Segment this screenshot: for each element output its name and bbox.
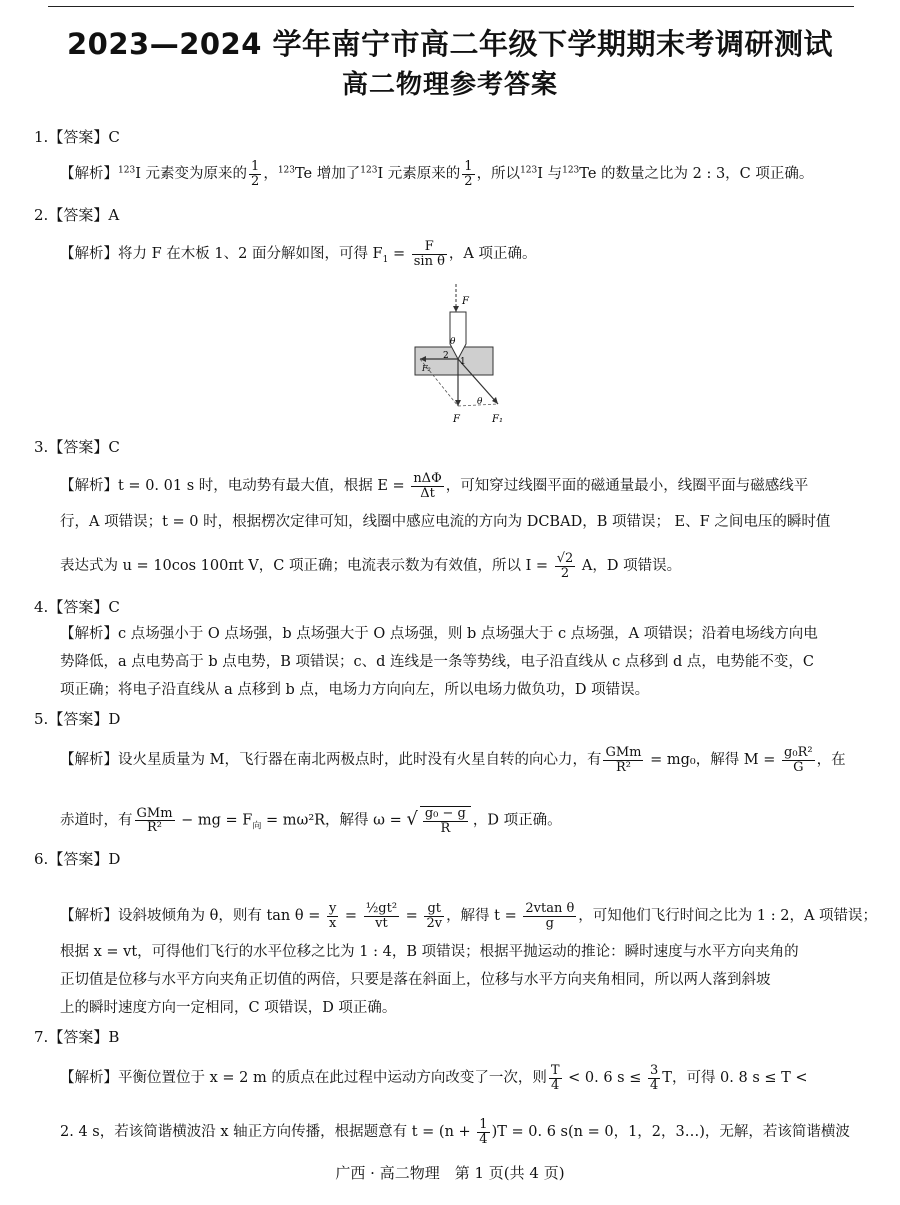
svg-text:2: 2	[443, 351, 449, 361]
force-decomposition-diagram	[410, 282, 510, 427]
q7-analysis-line-1: 【解析】平衡位置位于 x = 2 m 的质点在此过程中运动方向改变了一次，则 $\frac{T}{4}$ < 0. 6 s ≤ $\frac{3}{4}$ T，可得 0. 8 s ≤ T <	[60, 1063, 808, 1093]
fraction: $\frac{y}{x}$	[328, 901, 337, 931]
analysis-label: 【解析】	[60, 166, 118, 183]
fraction: $\frac{1}{2}$	[251, 159, 260, 189]
fraction: $\frac{1}{4}$	[479, 1117, 488, 1147]
q3-analysis-line-3: 表达式为 u = 10cos 100πt V，C 项正确；电流表示数为有效值，所以 I = $\frac{√2}{2}$ A，D 项错误。	[60, 551, 682, 581]
fraction: $\frac{√2}{2}$	[556, 551, 574, 581]
q6-analysis-line-3: 正切值是位移与水平方向夹角正切值的两倍，只要是落在斜面上，位移与水平方向夹角相同，所以两人落到斜坡	[60, 972, 771, 988]
fraction: $\frac{1}{2}$	[464, 159, 473, 189]
fraction: $\frac{\text{g₀R²}}{G}$	[784, 745, 813, 775]
fraction: $\frac{\text{GMm}}{\text{R²}}$	[136, 805, 173, 836]
question-1-header	[34, 126, 120, 147]
svg-text:1: 1	[460, 357, 466, 367]
q4-analysis-line-1: 【解析】c 点场强小于 O 点场强，b 点场强大于 O 点场强，则 b 点场强大于 c 点场强，A 项错误；沿着电场线方向电	[60, 626, 818, 642]
question-3-header: 3.【答案】C	[34, 438, 120, 456]
label-F-top: F	[462, 296, 469, 307]
q4-analysis-line-3: 项正确；将电子沿直线从 a 点移到 b 点，电场力方向向左，所以电场力做负功，D 项错误。	[60, 682, 650, 698]
fraction: $\frac{F}{\text{sin θ}}$	[413, 239, 445, 269]
question-4-header: 4.【答案】C	[34, 598, 120, 616]
q3-analysis-line-2: 行，A 项错误；t = 0 时，根据楞次定律可知，线圈中感应电流的方向为 DCBAD，B 项错误； E、F 之间电压的瞬时值	[60, 514, 831, 530]
fraction: $\frac{T}{4}$	[550, 1063, 560, 1093]
sqrt-fraction: $\frac{\text{g₀ − g}}{R}$	[420, 806, 471, 835]
question-2-header: 2.【答案】A	[34, 206, 120, 224]
svg-text:θ: θ	[450, 337, 456, 347]
q2-analysis: 【解析】将力 F 在木板 1、2 面分解如图，可得 $F_1$ = $\frac{F}{\text{sin θ}}$ ，A 项正确。	[60, 239, 537, 269]
q1-analysis: 【解析】$^{123}$I 元素变为原来的 $\frac{1}{2}$ ，$^{123}$Te 增加了$^{123}$I 元素原来的 $\frac{1}{2}$ ，所以$^{123}$I 与$^{123}$Te 的数量之比为 2 : 3，C 项正确。	[60, 159, 814, 189]
fraction: $\frac{3}{4}$	[650, 1063, 659, 1093]
fraction: $\frac{\text{nΔΦ}}{\Delta t}$	[413, 471, 442, 501]
answer-label: 【答案】C	[48, 128, 120, 146]
page-footer: 广西 · 高二物理 第 1 页(共 4 页)	[335, 1164, 565, 1182]
svg-text:θ: θ	[477, 397, 483, 407]
q5-analysis-line-2: 赤道时，有 $\frac{\text{GMm}}{\text{R²}}$ − mg = $F_向 = m\omega^2R$，解得 ω = √ $\frac{\text{g₀ − g}}{R}$ ，D 项正确。	[60, 805, 562, 836]
question-6-header: 6.【答案】D	[34, 850, 121, 868]
svg-text:F₂: F₂	[422, 364, 431, 373]
label-F1: F₁	[492, 414, 503, 425]
q4-analysis-line-2: 势降低，a 点电势高于 b 点电势，B 项错误；c、d 连线是一条等势线，电子沿直线从 c 点移到 d 点，电势能不变，C	[60, 654, 814, 670]
label-F-bottom: F	[453, 414, 460, 425]
fraction: $\frac{\text{GMm}}{\text{R²}}$	[605, 745, 642, 775]
question-number: 1.	[34, 128, 49, 146]
fraction: $\frac{gt}{2v}$	[426, 901, 443, 931]
fraction: $\frac{\text{½gt²}}{vt}$	[365, 901, 398, 931]
q7-analysis-line-2: 2. 4 s，若该简谐横波沿 x 轴正方向传播，根据题意有 t = (n + $\frac{1}{4}$ )T = 0. 6 s(n = 0，1，2，3…)，无解，若该简谐横波	[60, 1117, 850, 1147]
q5-analysis-line-1: 【解析】设火星质量为 M，飞行器在南北两极点时，此时没有火星自转的向心力，有 $\frac{\text{GMm}}{\text{R²}}$ = mg₀，解得 M = $\frac{\text{g₀R²}}{G}$ ，在	[60, 745, 846, 775]
question-5-header: 5.【答案】D	[34, 710, 121, 728]
top-rule	[48, 6, 854, 7]
q6-analysis-line-4: 上的瞬时速度方向一定相同，C 项错误，D 项正确。	[60, 1000, 397, 1016]
page-subtitle: 高二物理参考答案	[341, 70, 558, 100]
fraction: $\frac{\text{2vtan θ}}{g}$	[525, 901, 575, 931]
question-7-header: 7.【答案】B	[34, 1028, 120, 1046]
page-title: 2023—2024 学年南宁市高二年级下学期期末考调研测试	[66, 27, 834, 61]
q6-analysis-line-2: 根据 x = vt，可得他们飞行的水平位移之比为 1 : 4，B 项错误；根据平抛运动的推论：瞬时速度与水平方向夹角的	[60, 944, 799, 960]
q3-analysis-line-1: 【解析】t = 0. 01 s 时，电动势有最大值，根据 E = $\frac{\text{nΔΦ}}{\Delta t}$ ，可知穿过线圈平面的磁通量最小，线圈平面与磁感线平	[60, 471, 809, 501]
q6-analysis-line-1: 【解析】设斜坡倾角为 θ，则有 tan θ = $\frac{y}{x}$ = $\frac{\text{½gt²}}{vt}$ = $\frac{gt}{2v}$ ，解得 t = $\frac{\text{2vtan θ}}{g}$ ，可知他们飞行时间之比为 1 : 2，A 项错误；	[60, 901, 878, 931]
